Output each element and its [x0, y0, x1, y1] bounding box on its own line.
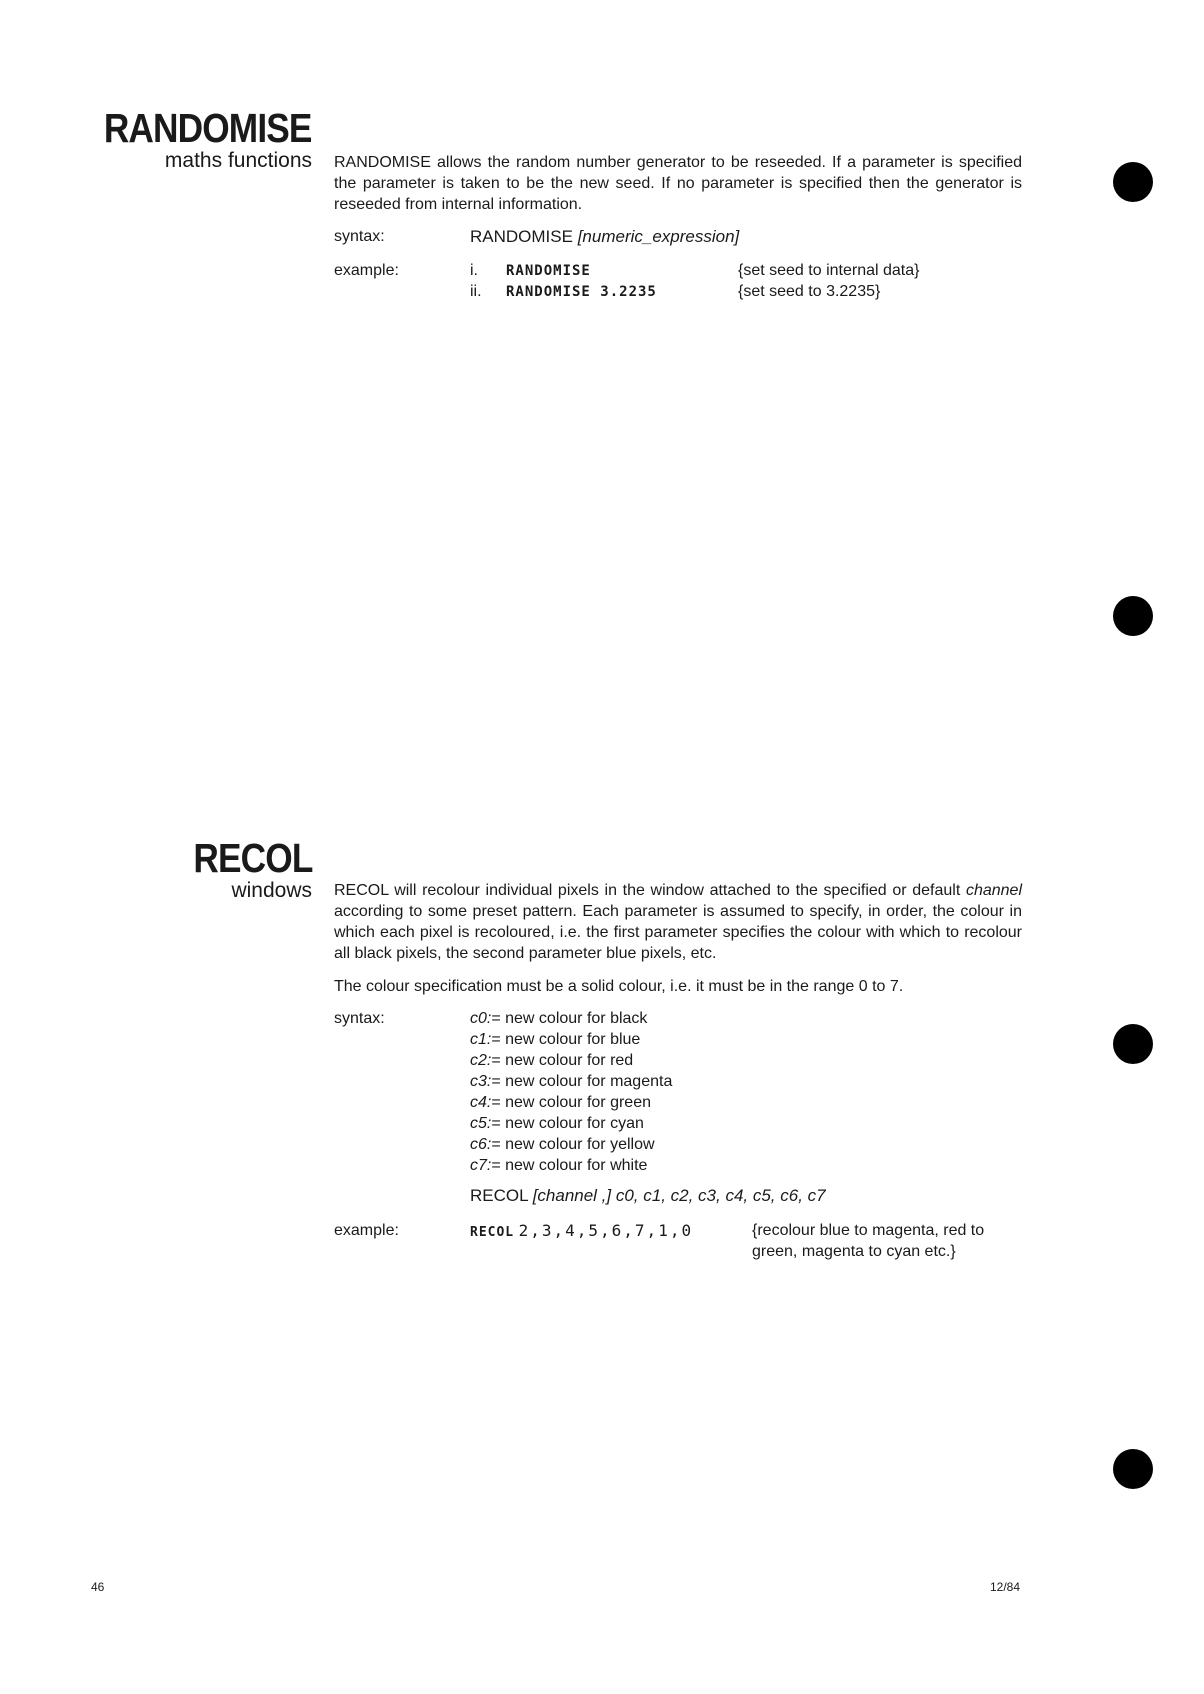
mapping-text: = new colour for black	[491, 1010, 648, 1027]
mapping-var: c5:	[470, 1115, 492, 1132]
mapping-var: c0:	[470, 1010, 492, 1027]
mapping-text: = new colour for red	[491, 1052, 634, 1069]
mapping-var: c3:	[470, 1073, 492, 1090]
randomise-syntax	[470, 226, 739, 247]
mapping-text: = new colour for cyan	[491, 1115, 644, 1132]
recol-description-part1: RECOL will recolour individual pixels in the window attached to the specified or default	[334, 882, 966, 899]
mapping-row-c1	[470, 1029, 672, 1050]
mapping-row-c6	[470, 1134, 672, 1155]
recol-description-channel: channel	[965, 882, 1022, 899]
randomise-example-1-comment: {set seed to internal data}	[738, 262, 920, 279]
randomise-heading: RANDOMISE	[104, 105, 312, 151]
punch-hole-3	[1113, 1024, 1153, 1064]
recol-mapping-list	[470, 1008, 672, 1176]
recol-syntax	[470, 1185, 826, 1206]
recol-example-args: 2,3,4,5,6,7,1,0	[518, 1221, 694, 1240]
recol-example-label: example:	[334, 1222, 399, 1239]
randomise-example-2-comment: {set seed to 3.2235}	[738, 283, 881, 300]
page-number: 46	[91, 1580, 105, 1594]
recol-example-comment: {recolour blue to magenta, red to green, magenta to cyan etc.}	[752, 1222, 985, 1260]
recol-heading: RECOL	[192, 835, 312, 881]
mapping-var: c7:	[470, 1157, 492, 1174]
example-code: RANDOMISE	[506, 263, 591, 279]
example-code: RANDOMISE 3.2235	[506, 284, 657, 300]
recol-category: windows	[231, 879, 312, 902]
punch-hole-4	[1113, 1449, 1153, 1489]
footer-date: 12/84	[990, 1580, 1021, 1594]
randomise-syntax-keyword: RANDOMISE	[470, 227, 573, 246]
mapping-text: = new colour for blue	[491, 1031, 641, 1048]
mapping-row-c7	[470, 1155, 672, 1176]
randomise-syntax-label: syntax:	[334, 228, 385, 245]
recol-syntax-params: [channel ,] c0, c1, c2, c3, c4, c5, c6, c7	[532, 1186, 826, 1205]
mapping-row-c0	[470, 1008, 672, 1029]
mapping-text: = new colour for yellow	[491, 1136, 655, 1153]
mapping-row-c5	[470, 1113, 672, 1134]
punch-hole-1	[1113, 162, 1153, 202]
recol-syntax-label: syntax:	[334, 1010, 385, 1027]
mapping-var: c4:	[470, 1094, 492, 1111]
mapping-row-c3	[470, 1071, 672, 1092]
recol-description	[334, 880, 1022, 964]
example-number: i.	[470, 262, 478, 279]
mapping-var: c1:	[470, 1031, 492, 1048]
randomise-category: maths functions	[164, 149, 312, 172]
mapping-text: = new colour for green	[491, 1094, 651, 1111]
recol-spec-note: The colour specification must be a solid colour, i.e. it must be in the range 0 to 7.	[334, 978, 904, 995]
randomise-example-1	[470, 260, 591, 282]
mapping-row-c2	[470, 1050, 672, 1071]
recol-description-part2: according to some preset pattern. Each parameter is assumed to specify, in order, the colour in which each pixel is recoloured, i.e. the first parameter specifies the colour with which to recolour all black pixels, the second parameter blue pixels, etc.	[334, 903, 1022, 962]
randomise-example-label: example:	[334, 262, 399, 279]
punch-hole-2	[1113, 596, 1153, 636]
recol-example-code	[470, 1220, 693, 1243]
randomise-description: RANDOMISE allows the random number generator to be reseeded. If a parameter is specified the parameter is taken to be the new seed. If no parameter is specified then the generator is reseeded from internal information.	[334, 154, 1022, 213]
mapping-row-c4	[470, 1092, 672, 1113]
mapping-text: = new colour for white	[491, 1157, 648, 1174]
recol-example-keyword: RECOL	[470, 1225, 515, 1240]
mapping-var: c2:	[470, 1052, 492, 1069]
mapping-text: = new colour for magenta	[491, 1073, 673, 1090]
recol-syntax-keyword: RECOL	[470, 1186, 528, 1205]
mapping-var: c6:	[470, 1136, 492, 1153]
example-number: ii.	[470, 283, 482, 300]
randomise-syntax-param: [numeric_expression]	[577, 227, 740, 246]
randomise-example-2	[470, 281, 657, 303]
